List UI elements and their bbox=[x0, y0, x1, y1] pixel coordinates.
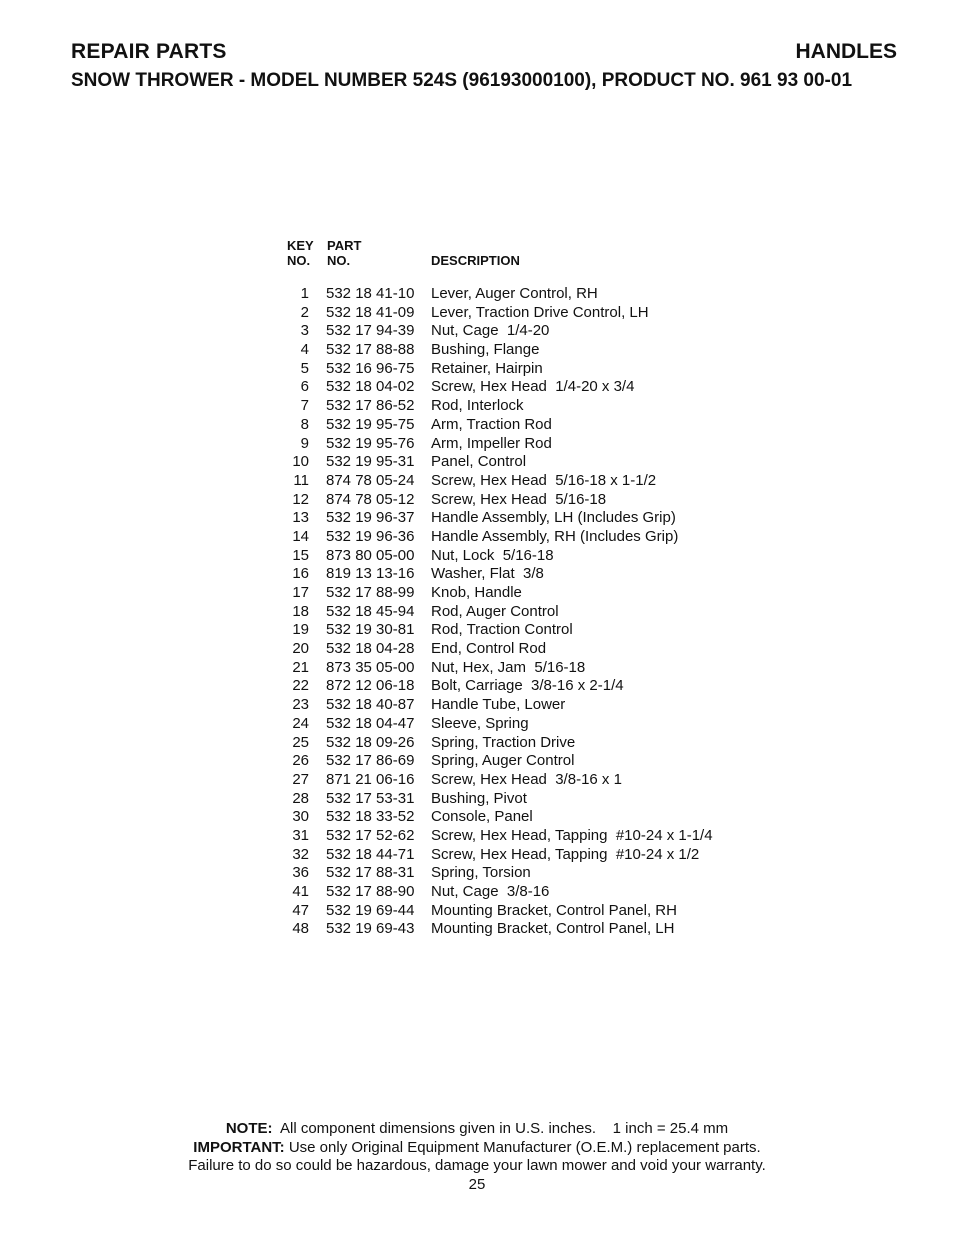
table-row bbox=[280, 285, 598, 304]
part-description: Handle Assembly, LH (Includes Grip) bbox=[431, 509, 676, 527]
key-number: 19 bbox=[292, 621, 309, 639]
model-number: 524S bbox=[412, 70, 458, 91]
table-row bbox=[280, 434, 552, 454]
table-row bbox=[280, 565, 544, 584]
part-description: Rod, Interlock bbox=[431, 397, 524, 415]
key-number: 15 bbox=[292, 546, 309, 564]
key-number: 12 bbox=[292, 490, 309, 508]
key-number: 41 bbox=[292, 883, 309, 900]
key-number: 27 bbox=[292, 770, 309, 788]
key-number: 8 bbox=[300, 415, 309, 433]
part-description: Screw, Hex Head 5/16-18 bbox=[431, 490, 607, 508]
part-number: 874 78 05-24 bbox=[326, 471, 415, 489]
part-description: Console, Panel bbox=[431, 808, 533, 826]
table-row bbox=[280, 733, 576, 753]
column-header-key-line1: KEY bbox=[287, 238, 314, 253]
part-number: 532 17 88-90 bbox=[326, 883, 415, 900]
key-number: 17 bbox=[292, 584, 309, 601]
table-row bbox=[280, 658, 586, 678]
key-number: 26 bbox=[292, 752, 309, 770]
part-description: Bushing, Flange bbox=[431, 341, 540, 359]
footer-warning: Failure to do so could be hazardous, damage your lawn mower and void your warranty. bbox=[188, 1157, 766, 1174]
note-label: NOTE: bbox=[225, 1120, 273, 1137]
key-number: 18 bbox=[292, 602, 309, 620]
part-number: 532 18 33-52 bbox=[326, 808, 415, 826]
part-description: Screw, Hex Head 1/4-20 x 3/4 bbox=[431, 378, 635, 396]
part-number: 532 17 52-62 bbox=[326, 826, 415, 844]
part-description: Mounting Bracket, Control Panel, RH bbox=[431, 901, 677, 919]
key-number: 30 bbox=[292, 808, 309, 826]
subtitle-suffix: (96193000100), PRODUCT NO. 961 93 00-01 bbox=[457, 70, 853, 91]
table-row bbox=[280, 490, 607, 510]
part-description: Knob, Handle bbox=[431, 584, 522, 601]
key-number: 13 bbox=[292, 509, 309, 527]
part-description: Spring, Torsion bbox=[431, 864, 531, 882]
key-number: 9 bbox=[300, 434, 309, 452]
part-description: Retainer, Hairpin bbox=[431, 359, 543, 377]
key-number: 31 bbox=[292, 826, 309, 844]
part-number: 532 17 88-31 bbox=[326, 864, 415, 882]
part-number: 532 17 94-39 bbox=[326, 322, 415, 340]
part-description: Spring, Auger Control bbox=[431, 752, 575, 770]
part-number: 532 18 04-47 bbox=[326, 714, 415, 732]
key-number: 28 bbox=[292, 789, 309, 807]
part-number: 872 12 06-18 bbox=[326, 677, 415, 695]
part-number: 532 17 86-69 bbox=[326, 752, 415, 770]
part-description: Nut, Hex, Jam 5/16-18 bbox=[431, 658, 586, 676]
part-description: Bolt, Carriage 3/8-16 x 2-1/4 bbox=[431, 677, 624, 695]
key-number: 14 bbox=[292, 527, 309, 545]
part-number: 532 18 41-09 bbox=[326, 303, 415, 321]
table-row bbox=[280, 471, 657, 491]
key-number: 32 bbox=[292, 845, 309, 863]
key-number: 1 bbox=[300, 285, 309, 302]
part-description: Washer, Flat 3/8 bbox=[431, 565, 544, 583]
table-row bbox=[280, 322, 550, 341]
key-number: 22 bbox=[292, 677, 309, 695]
table-row bbox=[280, 864, 531, 883]
column-header-part bbox=[327, 238, 361, 268]
part-description: Arm, Impeller Rod bbox=[431, 434, 552, 452]
key-number: 6 bbox=[300, 378, 309, 396]
table-row bbox=[280, 303, 649, 323]
table-row bbox=[280, 677, 624, 696]
key-number: 23 bbox=[292, 696, 309, 714]
key-number: 48 bbox=[292, 920, 309, 938]
table-row bbox=[280, 453, 527, 472]
table-row bbox=[280, 546, 554, 566]
part-number: 532 19 96-36 bbox=[326, 527, 415, 545]
key-number: 5 bbox=[300, 359, 309, 377]
table-row bbox=[280, 770, 622, 790]
table-row bbox=[280, 826, 713, 846]
column-header-part-line1: PART bbox=[327, 238, 362, 253]
key-number: 3 bbox=[300, 322, 309, 340]
key-number: 24 bbox=[292, 714, 309, 732]
part-number: 532 18 04-28 bbox=[326, 640, 415, 658]
footer-important bbox=[0, 1139, 954, 1158]
key-number: 21 bbox=[292, 658, 309, 676]
table-row bbox=[280, 883, 550, 902]
table-row bbox=[280, 714, 529, 734]
part-number: 532 19 95-31 bbox=[326, 453, 415, 471]
part-number: 532 19 69-44 bbox=[326, 901, 415, 919]
parts-list bbox=[280, 285, 713, 939]
key-number: 25 bbox=[292, 733, 309, 751]
key-number: 7 bbox=[300, 397, 309, 415]
part-description: Handle Assembly, RH (Includes Grip) bbox=[431, 527, 679, 545]
table-row bbox=[280, 359, 543, 379]
part-number: 871 21 06-16 bbox=[326, 770, 415, 788]
part-description: Handle Tube, Lower bbox=[431, 696, 566, 714]
part-description: Nut, Cage 3/8-16 bbox=[431, 883, 550, 900]
part-number: 873 80 05-00 bbox=[326, 546, 415, 564]
table-row bbox=[280, 640, 547, 659]
footer bbox=[0, 1120, 954, 1194]
part-number: 874 78 05-12 bbox=[326, 490, 415, 508]
part-number: 532 19 96-37 bbox=[326, 509, 415, 527]
table-row bbox=[280, 845, 700, 865]
part-number: 532 18 41-10 bbox=[326, 285, 415, 302]
part-number: 532 17 88-88 bbox=[326, 341, 415, 359]
part-description: Screw, Hex Head 3/8-16 x 1 bbox=[431, 770, 622, 788]
model-subtitle bbox=[71, 70, 852, 92]
table-row bbox=[280, 602, 559, 622]
part-number: 532 18 04-02 bbox=[326, 378, 415, 396]
part-number: 532 18 09-26 bbox=[326, 733, 415, 751]
column-header-key-line2: NO. bbox=[287, 253, 311, 268]
part-description: Screw, Hex Head, Tapping #10-24 x 1/2 bbox=[431, 845, 700, 863]
note-text: All component dimensions given in U.S. inches. 1 inch = 25.4 mm bbox=[272, 1120, 729, 1137]
important-label: IMPORTANT: bbox=[193, 1138, 285, 1156]
table-row bbox=[280, 752, 575, 771]
part-description: Lever, Auger Control, RH bbox=[431, 285, 598, 302]
column-header-description: DESCRIPTION bbox=[431, 253, 520, 268]
part-description: Sleeve, Spring bbox=[431, 714, 529, 732]
part-number: 532 18 40-87 bbox=[326, 696, 415, 714]
part-number: 532 16 96-75 bbox=[326, 359, 415, 377]
table-row bbox=[280, 621, 573, 640]
table-row bbox=[280, 920, 675, 939]
part-description: Screw, Hex Head 5/16-18 x 1-1/2 bbox=[431, 471, 657, 489]
column-header-part-line2: NO. bbox=[327, 253, 351, 268]
part-description: Spring, Traction Drive bbox=[431, 733, 576, 751]
table-row bbox=[280, 527, 679, 547]
key-number: 4 bbox=[300, 341, 309, 359]
part-number: 819 13 13-16 bbox=[326, 565, 415, 583]
important-text: Use only Original Equipment Manufacturer (O.E.M.) replacement parts. bbox=[284, 1138, 761, 1156]
key-number: 16 bbox=[292, 565, 309, 583]
table-row bbox=[280, 696, 566, 715]
part-number: 532 17 88-99 bbox=[326, 584, 415, 601]
part-description: Nut, Lock 5/16-18 bbox=[431, 546, 554, 564]
section-name: HANDLES bbox=[795, 40, 897, 63]
part-number: 532 19 95-76 bbox=[326, 434, 415, 452]
section-title: REPAIR PARTS bbox=[71, 40, 227, 63]
part-description: Mounting Bracket, Control Panel, LH bbox=[431, 920, 675, 938]
key-number: 47 bbox=[292, 901, 309, 919]
part-number: 532 18 44-71 bbox=[326, 845, 415, 863]
footer-note bbox=[0, 1120, 954, 1139]
part-number: 532 18 45-94 bbox=[326, 602, 415, 620]
subtitle-prefix: SNOW THROWER - MODEL NUMBER bbox=[71, 70, 413, 91]
part-description: Arm, Traction Rod bbox=[431, 415, 552, 433]
key-number: 10 bbox=[292, 453, 309, 471]
key-number: 11 bbox=[293, 471, 309, 489]
column-header-key bbox=[287, 238, 314, 268]
part-description: Lever, Traction Drive Control, LH bbox=[431, 303, 649, 321]
table-row bbox=[280, 415, 552, 435]
table-row bbox=[280, 584, 522, 603]
part-description: Rod, Traction Control bbox=[431, 621, 573, 639]
part-number: 532 19 30-81 bbox=[326, 621, 415, 639]
key-number: 36 bbox=[292, 864, 309, 882]
table-row bbox=[280, 397, 524, 416]
key-number: 20 bbox=[292, 640, 309, 658]
part-description: Screw, Hex Head, Tapping #10-24 x 1-1/4 bbox=[431, 826, 713, 844]
table-row bbox=[280, 341, 540, 360]
table-row bbox=[280, 509, 676, 528]
page-number: 25 bbox=[468, 1175, 486, 1193]
part-description: Panel, Control bbox=[431, 453, 527, 471]
part-description: Nut, Cage 1/4-20 bbox=[431, 322, 550, 340]
part-number: 532 19 69-43 bbox=[326, 920, 415, 938]
part-number: 873 35 05-00 bbox=[326, 658, 415, 676]
part-number: 532 17 53-31 bbox=[326, 789, 415, 807]
part-description: End, Control Rod bbox=[431, 640, 547, 658]
part-number: 532 17 86-52 bbox=[326, 397, 415, 415]
table-row bbox=[280, 378, 635, 397]
part-description: Bushing, Pivot bbox=[431, 789, 527, 807]
part-number: 532 19 95-75 bbox=[326, 415, 415, 433]
part-description: Rod, Auger Control bbox=[431, 602, 559, 620]
key-number: 2 bbox=[300, 303, 309, 321]
table-row bbox=[280, 901, 677, 921]
table-row bbox=[280, 808, 533, 827]
table-row bbox=[280, 789, 527, 809]
